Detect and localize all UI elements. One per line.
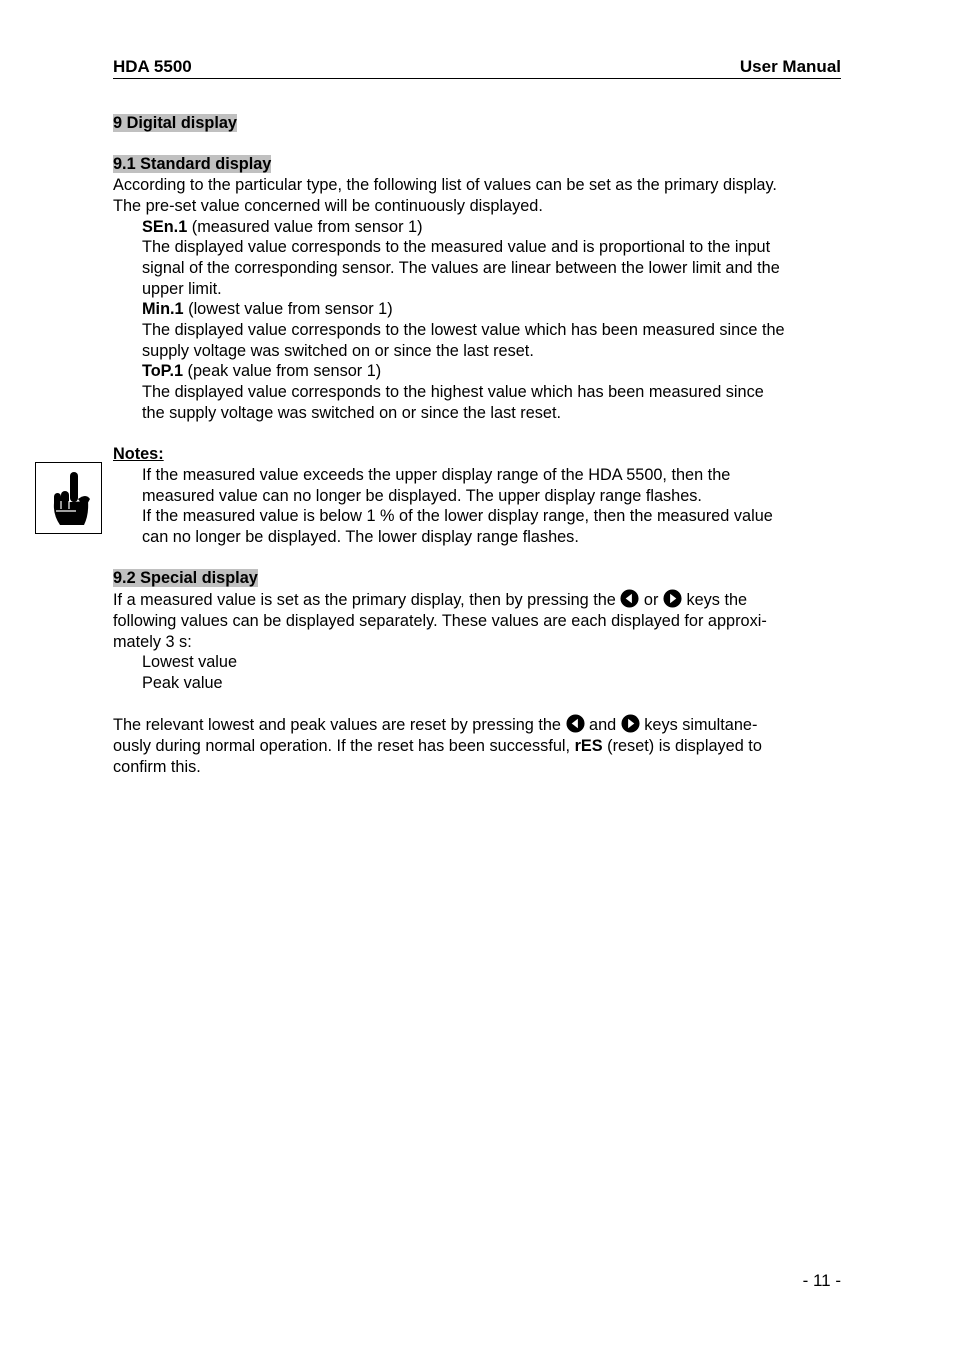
note-line: If the measured value exceeds the upper display range of the HDA 5500, then the	[142, 465, 731, 484]
right-arrow-key-icon	[621, 714, 640, 733]
note-line: If the measured value is below 1 % of the lower display range, then the measured value	[142, 507, 773, 526]
item-text-line: the supply voltage was switched on or since the last reset.	[142, 403, 562, 422]
page-content	[113, 113, 841, 777]
item-text-line: The displayed value corresponds to the lowest value which has been measured since the	[142, 321, 785, 340]
section-9-heading: 9 Digital display	[113, 114, 237, 132]
item-top1-title: ToP.1 (peak value from sensor 1)	[142, 362, 382, 381]
page-header	[113, 57, 841, 79]
header-product: HDA 5500	[113, 57, 192, 76]
pointing-hand-icon	[35, 462, 102, 534]
special-line-3: mately 3 s:	[113, 632, 192, 651]
note-line: measured value can no longer be displayed. The upper display range flashes.	[142, 486, 702, 505]
header-doc-type: User Manual	[739, 57, 841, 76]
left-arrow-key-icon	[620, 589, 639, 608]
special-line-2: following values can be displayed separately. These values are each displayed for approxi-	[113, 611, 767, 630]
item-code: Min.1	[142, 300, 184, 319]
reset-line-3: confirm this.	[113, 757, 201, 776]
item-code: ToP.1	[142, 362, 184, 381]
intro-line-2: The pre-set value concerned will be continuously displayed.	[113, 196, 543, 215]
item-min1-title: Min.1 (lowest value from sensor 1)	[142, 300, 393, 319]
item-text-line: signal of the corresponding sensor. The values are linear between the lower limit and the	[142, 258, 780, 277]
intro-line-1: According to the particular type, the following list of values can be set as the primary display.	[113, 176, 777, 195]
page-number: - 11 -	[802, 1271, 841, 1290]
reset-line-1: The relevant lowest and peak values are reset by pressing the and keys simultane-	[113, 716, 758, 735]
list-item: Peak value	[142, 673, 223, 692]
right-arrow-key-icon	[663, 589, 682, 608]
reset-line-2: ously during normal operation. If the reset has been successful, rES (reset) is displayed to	[113, 737, 762, 756]
note-line: can no longer be displayed. The lower display range flashes.	[142, 528, 579, 547]
item-text-line: upper limit.	[142, 279, 222, 298]
list-item: Lowest value	[142, 653, 238, 672]
item-code: SEn.1	[142, 217, 188, 236]
item-sen1-title: SEn.1 (measured value from sensor 1)	[142, 217, 423, 236]
item-text-line: supply voltage was switched on or since the last reset.	[142, 341, 534, 360]
left-arrow-key-icon	[566, 714, 585, 733]
reset-code: rES	[574, 737, 603, 756]
special-line-1: If a measured value is set as the primary display, then by pressing the or keys the	[113, 591, 748, 610]
item-text-line: The displayed value corresponds to the measured value and is proportional to the input	[142, 238, 771, 257]
section-9-1-heading: 9.1 Standard display	[113, 155, 272, 174]
notes-label: Notes:	[113, 445, 164, 464]
section-9-2-heading: 9.2 Special display	[113, 569, 258, 588]
item-text-line: The displayed value corresponds to the highest value which has been measured since	[142, 383, 764, 402]
